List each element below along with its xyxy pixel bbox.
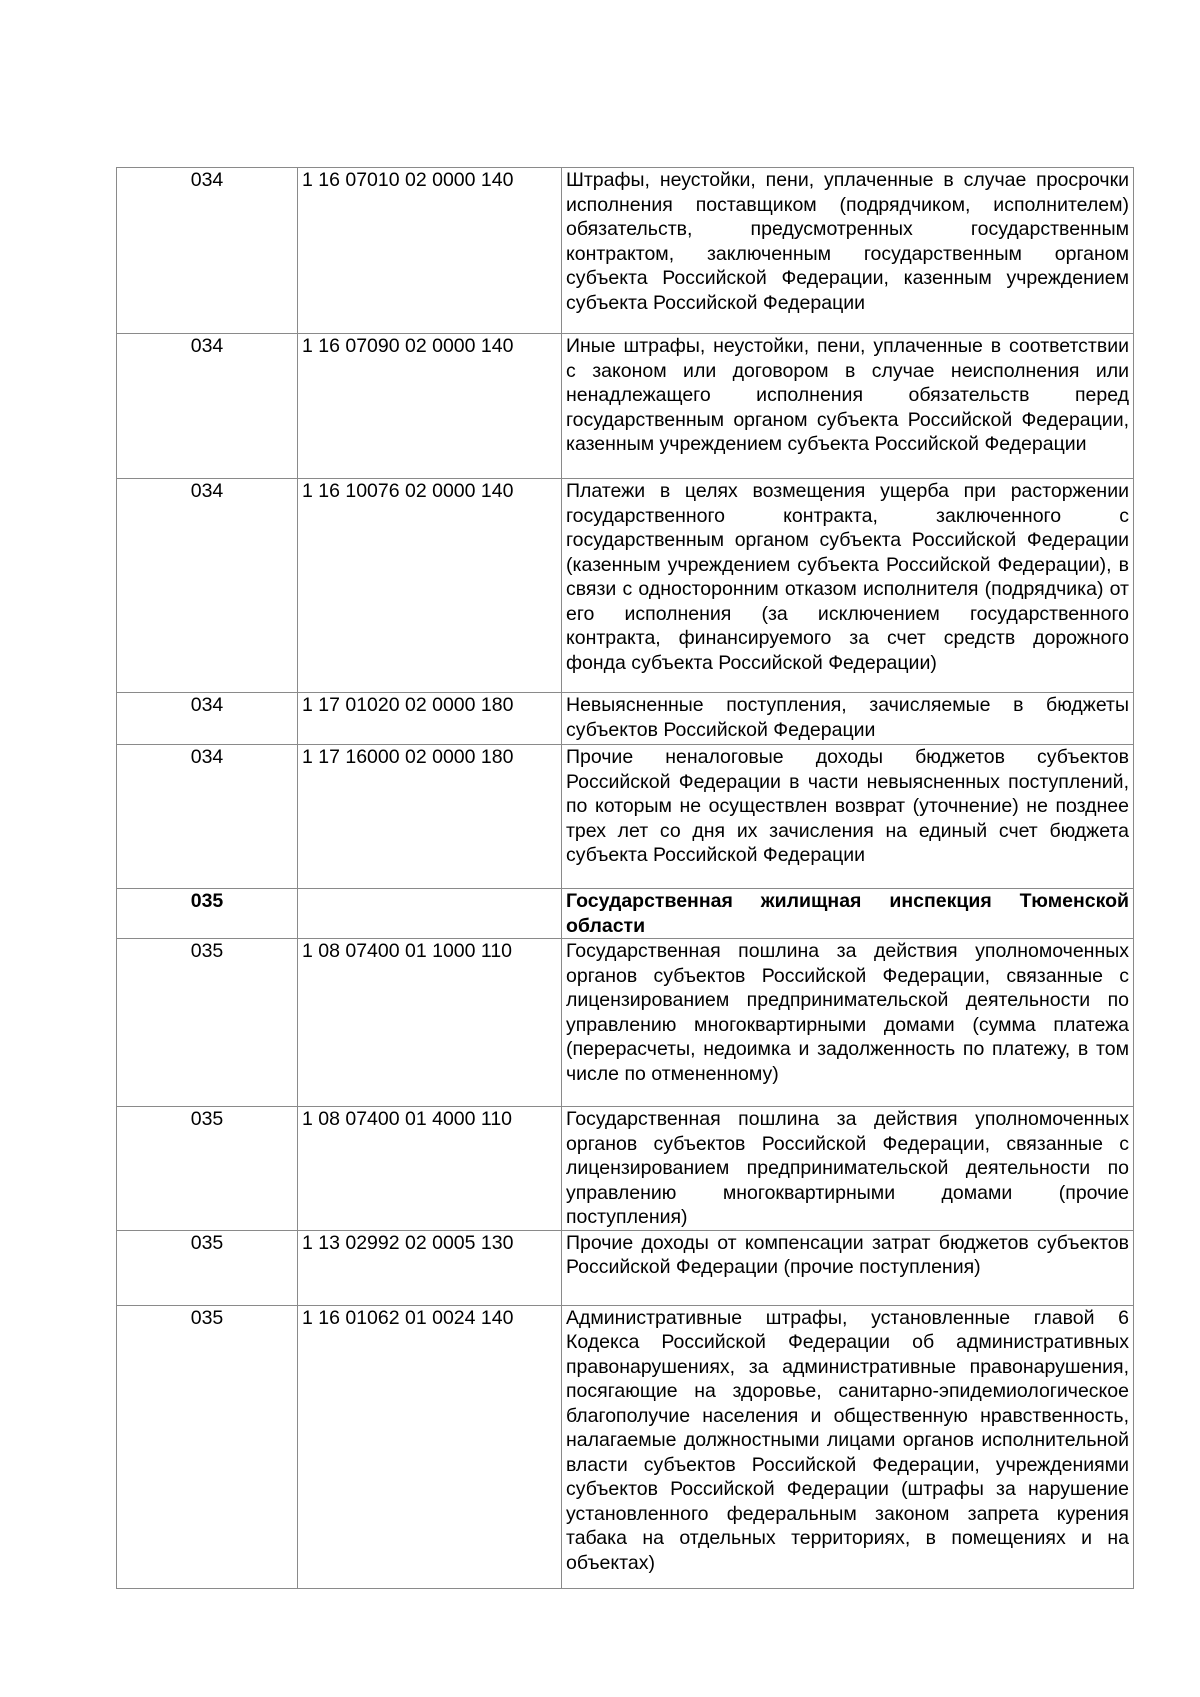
table-row [117,334,1134,479]
description-cell: Платежи в целях возмещения ущерба при расторжении государственного контракта, заключенного с государственным органом субъекта Российской Федерации (казенным учреждением субъекта Российской Федерации), в связи с односторонним отказом исполнителя (подрядчика) от его исполнения (за исключением государственного контракта, финансируемого за счет средств дорожного фонда субъекта Российской Федерации) [562,479,1134,693]
description-cell: Государственная пошлина за действия уполномоченных органов субъектов Российской Федерации, связанные с лицензированием предпринимательской деятельности по управлению многоквартирными домами (сумма платежа (перерасчеты, недоимка и задолженность по платежу, в том числе по отмененному) [562,939,1134,1107]
budget-codes-table [116,167,1134,1589]
description-cell: Административные штрафы, установленные главой 6 Кодекса Российской Федерации об административных правонарушениях, за административные правонарушения, посягающие на здоровье, санитарно-эпидемиологическое благополучие населения и общественную нравственность, налагаемые должностными лицами органов исполнительной власти субъектов Российской Федерации, учреждениями субъектов Российской Федерации (штрафы за нарушение установленного федеральным законом запрета курения табака на отдельных территориях, в помещениях и на объектах) [562,1305,1134,1588]
budget-code-cell: 1 08 07400 01 4000 110 [298,1107,562,1231]
admin-code-cell: 034 [117,745,298,889]
table-row [117,693,1134,745]
admin-code-cell: 035 [117,889,298,939]
description-cell: Невыясненные поступления, зачисляемые в бюджеты субъектов Российской Федерации [562,693,1134,745]
admin-code-cell: 034 [117,334,298,479]
budget-code-cell: 1 08 07400 01 1000 110 [298,939,562,1107]
table-row [117,1230,1134,1305]
table-row [117,1107,1134,1231]
budget-code-cell [298,889,562,939]
budget-code-cell: 1 17 01020 02 0000 180 [298,693,562,745]
admin-code-cell: 034 [117,693,298,745]
budget-code-cell: 1 16 07010 02 0000 140 [298,168,562,334]
table-body [117,168,1134,1589]
budget-code-cell: 1 13 02992 02 0005 130 [298,1230,562,1305]
admin-code-cell: 035 [117,939,298,1107]
table-row [117,745,1134,889]
admin-code-cell: 035 [117,1305,298,1588]
admin-code-cell: 035 [117,1107,298,1231]
budget-code-cell: 1 16 07090 02 0000 140 [298,334,562,479]
description-cell: Прочие доходы от компенсации затрат бюджетов субъектов Российской Федерации (прочие поступления) [562,1230,1134,1305]
budget-code-cell: 1 16 10076 02 0000 140 [298,479,562,693]
admin-code-cell: 035 [117,1230,298,1305]
description-cell: Прочие неналоговые доходы бюджетов субъектов Российской Федерации в части невыясненных поступлений, по которым не осуществлен возврат (уточнение) не позднее трех лет со дня их зачисления на единый счет бюджета субъекта Российской Федерации [562,745,1134,889]
description-cell: Штрафы, неустойки, пени, уплаченные в случае просрочки исполнения поставщиком (подрядчиком, исполнителем) обязательств, предусмотренных государственным контрактом, заключенным государственным органом субъекта Российской Федерации, казенным учреждением субъекта Российской Федерации [562,168,1134,334]
table-row [117,939,1134,1107]
description-cell: Иные штрафы, неустойки, пени, уплаченные в соответствии с законом или договором в случае неисполнения или ненадлежащего исполнения обязательств перед государственным органом субъекта Российской Федерации, казенным учреждением субъекта Российской Федерации [562,334,1134,479]
admin-code-cell: 034 [117,479,298,693]
table-header-row [117,889,1134,939]
admin-code-cell: 034 [117,168,298,334]
table-row [117,1305,1134,1588]
table-row [117,168,1134,334]
description-cell: Государственная жилищная инспекция Тюменской области [562,889,1134,939]
budget-code-cell: 1 17 16000 02 0000 180 [298,745,562,889]
budget-code-cell: 1 16 01062 01 0024 140 [298,1305,562,1588]
description-cell: Государственная пошлина за действия уполномоченных органов субъектов Российской Федерации, связанные с лицензированием предпринимательской деятельности по управлению многоквартирными домами (прочие поступления) [562,1107,1134,1231]
table-row [117,479,1134,693]
